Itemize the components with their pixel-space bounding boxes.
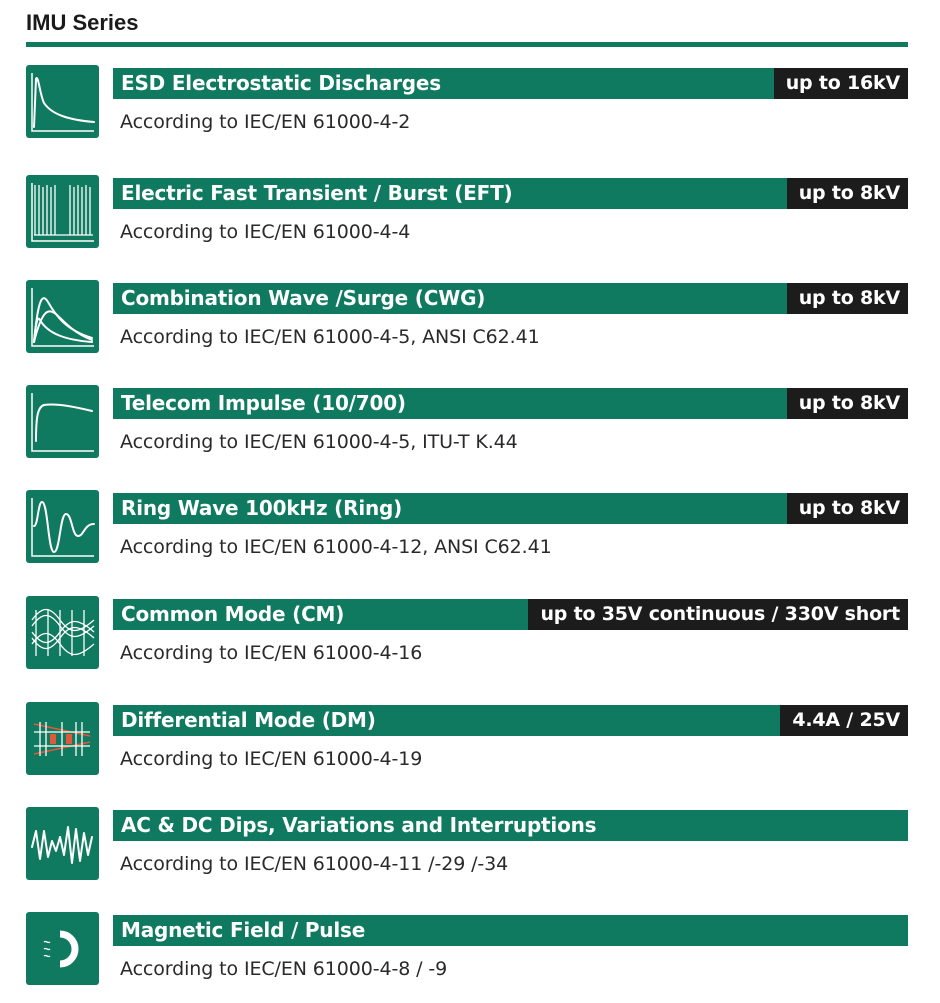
differential-mode-icon: [26, 702, 99, 775]
test-row-eft: [0, 175, 940, 265]
test-title: Combination Wave /Surge (CWG): [121, 286, 486, 310]
test-row-dm: [0, 702, 940, 792]
telecom-impulse-icon: [26, 385, 99, 458]
test-title: ESD Electrostatic Discharges: [121, 71, 441, 95]
test-title-bar: [113, 493, 908, 524]
test-row-cwg: [0, 280, 940, 370]
test-standard: According to IEC/EN 61000-4-4: [120, 221, 411, 243]
test-level-badge: up to 35V continuous / 330V short: [528, 599, 908, 630]
common-mode-icon: [26, 596, 99, 669]
test-title-bar: [113, 599, 908, 630]
test-row-dips: [0, 807, 940, 897]
magnetic-field-icon: [26, 912, 99, 985]
test-title: Telecom Impulse (10/700): [121, 391, 406, 415]
test-title: Differential Mode (DM): [121, 708, 376, 732]
title-divider: [26, 42, 908, 47]
test-level-badge: up to 16kV: [774, 68, 908, 99]
test-standard: According to IEC/EN 61000-4-5, ANSI C62.41: [120, 326, 540, 348]
test-level-badge: 4.4A / 25V: [780, 705, 908, 736]
test-title: Common Mode (CM): [121, 602, 345, 626]
series-title: IMU Series: [26, 10, 139, 35]
test-row-magnetic: [0, 912, 940, 1002]
test-level-badge: up to 8kV: [787, 388, 908, 419]
test-title-bar: [113, 68, 908, 99]
test-title-bar: [113, 915, 908, 946]
test-level-badge: up to 8kV: [787, 493, 908, 524]
test-title-bar: [113, 178, 908, 209]
test-row-esd: [0, 65, 940, 155]
test-standard: According to IEC/EN 61000-4-11 /-29 /-34: [120, 853, 509, 875]
test-level-badge: up to 8kV: [787, 283, 908, 314]
ring-wave-icon: [26, 490, 99, 563]
test-title: Ring Wave 100kHz (Ring): [121, 496, 403, 520]
test-row-ring: [0, 490, 940, 580]
test-standard: According to IEC/EN 61000-4-19: [120, 748, 423, 770]
test-standard: According to IEC/EN 61000-4-5, ITU-T K.44: [120, 431, 518, 453]
test-title: Electric Fast Transient / Burst (EFT): [121, 181, 513, 205]
test-standard: According to IEC/EN 61000-4-12, ANSI C62.41: [120, 536, 552, 558]
test-title: Magnetic Field / Pulse: [121, 918, 366, 942]
test-row-cm: [0, 596, 940, 686]
test-title-bar: [113, 705, 908, 736]
test-standard: According to IEC/EN 61000-4-16: [120, 642, 423, 664]
burst-waveform-icon: [26, 175, 99, 248]
test-standard: According to IEC/EN 61000-4-8 / -9: [120, 958, 448, 980]
test-level-badge: up to 8kV: [787, 178, 908, 209]
test-title-bar: [113, 283, 908, 314]
test-row-telecom: [0, 385, 940, 475]
test-title-bar: [113, 810, 908, 841]
test-standard: According to IEC/EN 61000-4-2: [120, 111, 411, 133]
dips-interruptions-icon: [26, 807, 99, 880]
test-title: AC & DC Dips, Variations and Interruptions: [121, 813, 597, 837]
esd-waveform-icon: [26, 65, 99, 138]
surge-waveform-icon: [26, 280, 99, 353]
test-title-bar: [113, 388, 908, 419]
